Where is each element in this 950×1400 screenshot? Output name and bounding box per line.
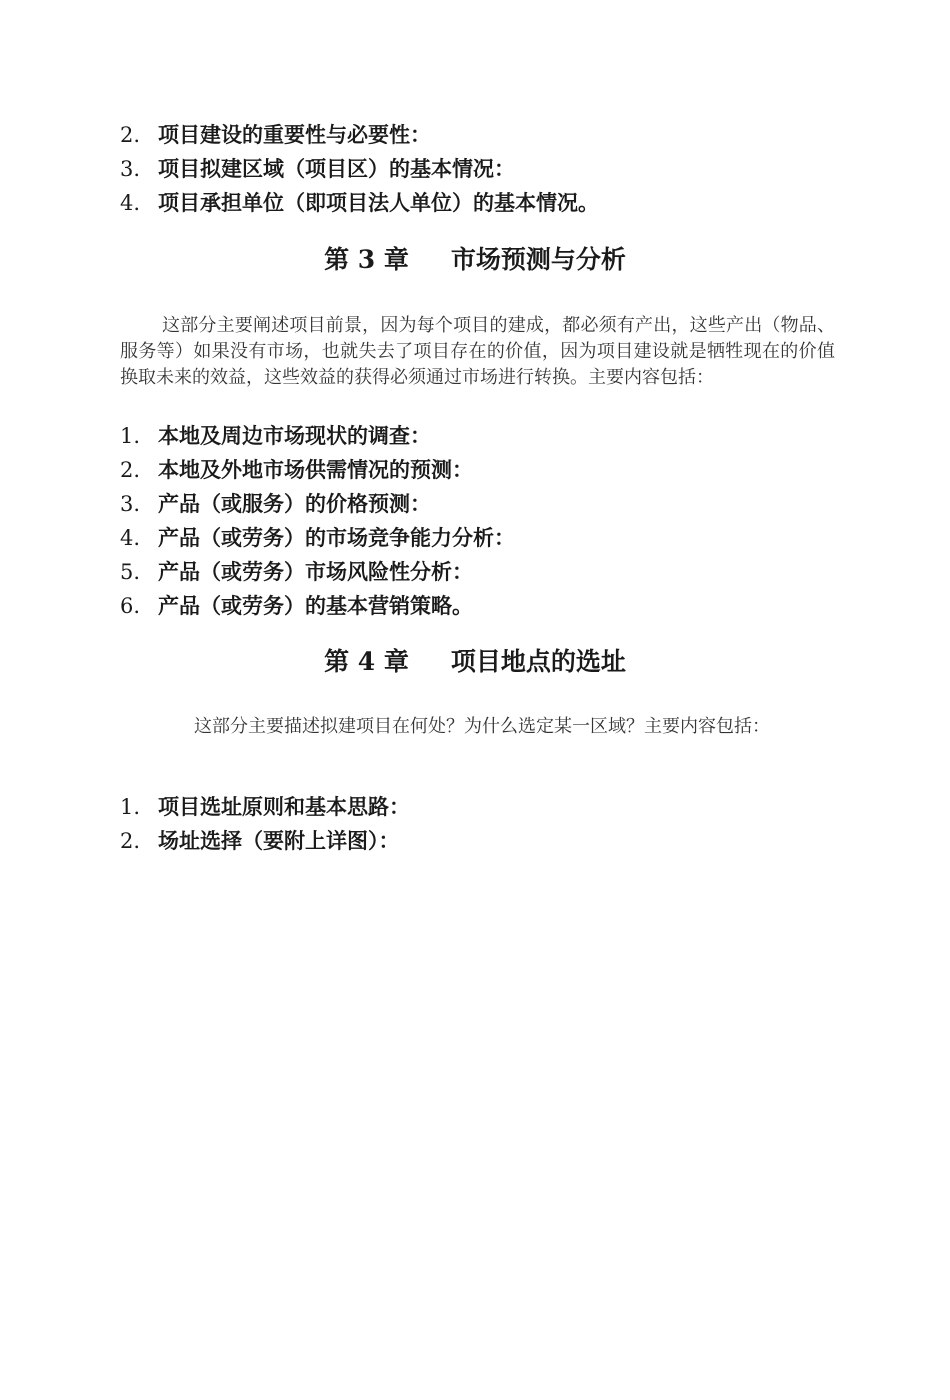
item-text: 产品（或劳务）的基本营销策略。 [158,593,473,618]
chapter4-title: 项目地点的选址 [450,647,626,676]
item-text: 产品（或服务）的价格预测： [158,491,431,516]
item-number: 2. [120,123,141,147]
item-number: 2. [120,829,141,853]
item-text: 项目选址原则和基本思路： [158,794,410,819]
item-number: 3. [120,157,141,181]
item-text: 本地及外地市场供需情况的预测： [158,457,473,482]
chapter4-list [120,790,410,858]
item-text: 项目建设的重要性与必要性： [158,122,431,147]
item-text: 场址选择（要附上详图）： [158,828,400,853]
section2-list [120,118,599,220]
list-item [120,453,515,487]
chapter4-heading [0,642,950,682]
item-number: 1. [120,424,141,448]
chapter4-intro: 这部分主要描述拟建项目在何处？为什么选定某一区域？主要内容包括： [194,716,770,737]
item-text: 产品（或劳务）的市场竞争能力分析： [158,525,515,550]
item-text: 项目拟建区域（项目区）的基本情况： [158,156,515,181]
item-number: 4. [120,526,141,550]
list-item [120,555,515,589]
chapter4-label: 第 4 章 [324,647,409,676]
list-item [120,118,599,152]
chapter3-list [120,419,515,623]
list-item [120,790,410,824]
item-number: 1. [120,795,141,819]
list-item [120,152,599,186]
chapter3-label: 第 3 章 [324,245,409,274]
item-number: 2. [120,458,141,482]
chapter3-intro: 这部分主要阐述项目前景，因为每个项目的建成，都必须有产出，这些产出（物品、服务等）如果没有市场，也就失去了项目存在的价值，因为项目建设就是牺牲现在的价值换取未来的效益，这些效益的获得必须通过市场进行转换。主要内容包括： [120,315,835,388]
item-text: 本地及周边市场现状的调查： [158,423,431,448]
item-text: 项目承担单位（即项目法人单位）的基本情况。 [158,190,599,215]
chapter3-heading [0,240,950,280]
list-item [120,824,410,858]
list-item [120,589,515,623]
chapter3-title: 市场预测与分析 [450,245,626,274]
list-item [120,186,599,220]
list-item [120,419,515,453]
list-item [120,521,515,555]
item-number: 4. [120,191,141,215]
list-item [120,487,515,521]
item-number: 5. [120,560,141,584]
item-number: 3. [120,492,141,516]
item-text: 产品（或劳务）市场风险性分析： [158,559,473,584]
item-number: 6. [120,594,141,618]
